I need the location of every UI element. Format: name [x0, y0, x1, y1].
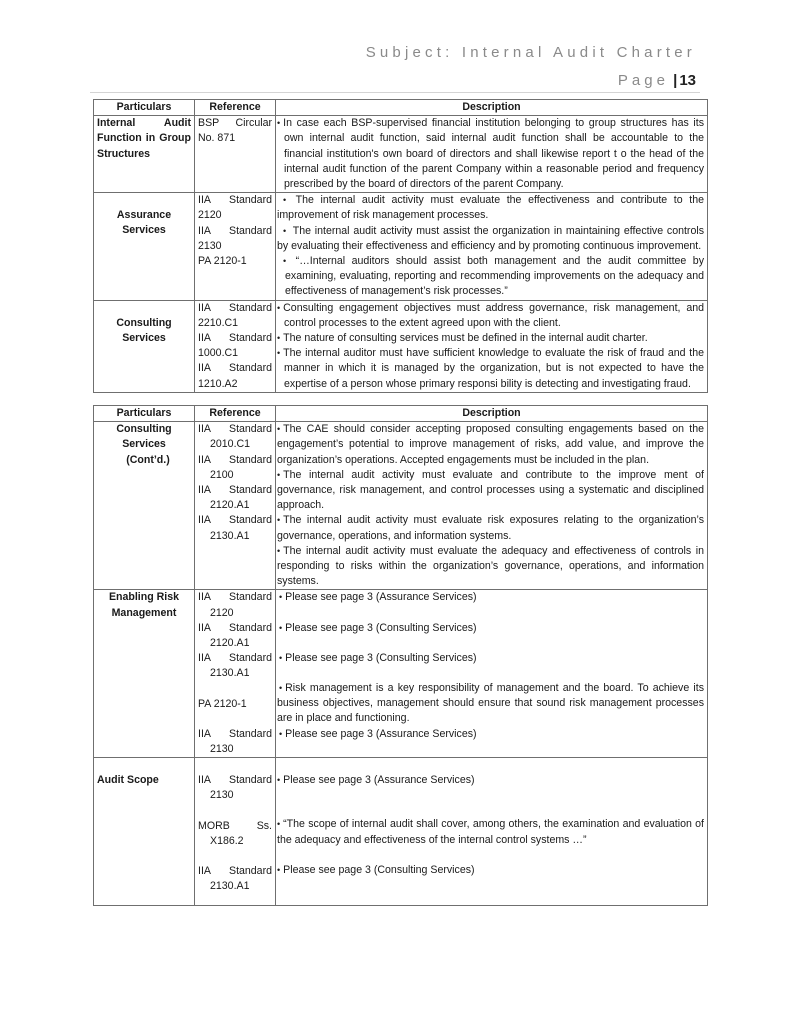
column-header-description: Description — [276, 100, 708, 116]
spacer — [198, 849, 272, 864]
description-bullet: • Consulting engagement objectives must address governance, risk management, and control processes to the extent agreed upon with the client. — [277, 301, 704, 329]
reference-line: 2130.A1 — [210, 529, 250, 542]
reference-line: IIA Standard — [198, 514, 272, 527]
reference-line: 2120.A1 — [210, 499, 250, 512]
bullet-icon: • — [277, 515, 281, 526]
bullet-icon: • — [277, 348, 281, 359]
reference-line: X186.2 — [210, 834, 244, 847]
bullet-icon: • — [279, 652, 283, 663]
charter-table-1 — [93, 99, 708, 393]
bullet-icon: • — [279, 592, 283, 603]
reference-cell — [195, 300, 276, 392]
description-bullet: • The internal audit activity must evaluate the adequacy and effectiveness of controls in responding to risks within the organization’s governance, operations, and information systems. — [277, 544, 704, 588]
table-row — [94, 193, 708, 300]
particulars-line: Enabling Risk — [108, 591, 180, 604]
description-bullet: • The internal audit activity must evaluate risk exposures relating to the organization’s governance, operations, and information systems. — [277, 514, 704, 542]
particulars-cell — [94, 758, 195, 906]
header-divider — [90, 92, 700, 93]
bullet-icon: • — [279, 683, 283, 694]
page-indicator — [90, 72, 696, 90]
description-bullet: • Please see page 3 (Consulting Services) — [279, 651, 477, 664]
reference-cell — [195, 422, 276, 590]
table-row — [94, 300, 708, 392]
column-header-description: Description — [276, 406, 708, 422]
spacer — [277, 848, 704, 863]
reference-line: 1210.A2 — [198, 377, 238, 390]
spacer — [198, 804, 272, 819]
description-bullet: • Risk management is a key responsibility of management and the board. To achieve its business objectives, management should ensure that sound risk management processes are in place and functioning. — [277, 682, 704, 725]
reference-line: BSP Circular — [198, 117, 272, 130]
particulars-cell — [94, 422, 195, 590]
spacer — [198, 712, 272, 727]
reference-line: IIA Standard — [198, 865, 272, 878]
reference-cell — [195, 590, 276, 758]
description-cell — [276, 193, 708, 300]
description-bullet: • The internal auditor must have sufficient knowledge to evaluate the risk of fraud and the manner in which it is managed by the organization, but is not expected to have the expertise of a person whose primary responsi bility is detecting and investigating fraud. — [277, 347, 704, 390]
description-bullet: • Please see page 3 (Consulting Services) — [279, 621, 477, 634]
reference-line: MORB Ss. — [198, 819, 272, 832]
document-subject: Subject: Internal Audit Charter — [365, 44, 696, 61]
bullet-icon: • — [283, 225, 287, 236]
bullet-icon: • — [277, 775, 281, 786]
reference-line: 2210.C1 — [198, 316, 239, 329]
bullet-icon: • — [279, 622, 283, 633]
particulars-label: Audit Scope — [97, 774, 159, 787]
reference-line: 2130 — [198, 239, 222, 252]
table-header-row — [94, 406, 708, 422]
spacer — [277, 606, 704, 621]
particulars-cell — [94, 590, 195, 758]
reference-line: IIA Standard — [198, 224, 272, 237]
page-label: Page — [617, 72, 669, 89]
description-bullet: • Please see page 3 (Assurance Services) — [279, 591, 477, 604]
reference-line: No. 871 — [198, 132, 236, 145]
particulars-line: (Cont’d.) — [126, 453, 170, 466]
column-header-reference: Reference — [195, 100, 276, 116]
reference-line: IIA Standard — [198, 301, 272, 314]
reference-line: 2010.C1 — [210, 438, 251, 451]
description-bullet: • Please see page 3 (Assurance Services) — [277, 774, 475, 787]
reference-line: 2120 — [198, 209, 222, 222]
reference-line: IIA Standard — [198, 362, 272, 375]
bullet-icon: • — [277, 864, 281, 875]
reference-line: IIA Standard — [198, 591, 272, 604]
page-header — [90, 44, 696, 90]
reference-line: IIA Standard — [198, 332, 272, 345]
description-cell — [276, 300, 708, 392]
spacer — [277, 666, 704, 681]
description-bullet: • The internal audit activity must evaluate the effectiveness and contribute to the improvement of risk management processes. — [277, 194, 704, 222]
reference-line: IIA Standard — [198, 727, 272, 740]
description-cell — [276, 116, 708, 193]
spacer — [277, 788, 704, 803]
particulars-label: Assurance Services — [116, 209, 172, 237]
description-cell — [276, 422, 708, 590]
bullet-icon: • — [277, 302, 281, 313]
reference-line: IIA Standard — [198, 423, 272, 436]
reference-line: IIA Standard — [198, 652, 272, 665]
particulars-line: Management — [111, 606, 177, 619]
reference-line: 2120.A1 — [210, 637, 250, 650]
page-number: 13 — [679, 72, 696, 89]
particulars-line: Consulting — [116, 423, 172, 436]
bullet-icon: • — [277, 333, 281, 344]
description-bullet: • Please see page 3 (Consulting Services) — [277, 863, 475, 876]
reference-line: 2100 — [210, 468, 234, 481]
description-bullet: • The CAE should consider accepting proposed consulting engagements based on the engagement’s potential to improve management of risks, add value, and improve the organization’s operations. Accepted engagements must be included in the plan. — [277, 423, 704, 466]
column-header-reference: Reference — [195, 406, 276, 422]
charter-table-2 — [93, 405, 708, 906]
description-bullet: • Please see page 3 (Assurance Services) — [279, 727, 477, 740]
reference-line: IIA Standard — [198, 774, 272, 787]
particulars-cell — [94, 300, 195, 392]
reference-line: PA 2120-1 — [198, 255, 247, 268]
column-header-particulars: Particulars — [94, 100, 195, 116]
bullet-icon: • — [277, 469, 281, 480]
particulars-label: Consulting Services — [116, 316, 172, 344]
reference-line: IIA Standard — [198, 194, 272, 207]
description-cell — [276, 590, 708, 758]
description-bullet: • In case each BSP-supervised financial institution belonging to group structures has its own internal audit function, said internal audit function shall be accountable to the financial institution's own board of directors and shall likewise report t o the head of the internal audit function of the parent Company within a reasonable period and frequency prescribed by the board of directors of the parent Company. — [277, 117, 704, 191]
reference-cell — [195, 116, 276, 193]
reference-cell — [195, 758, 276, 906]
table-row — [94, 422, 708, 590]
spacer — [198, 682, 272, 697]
reference-line: 1000.C1 — [198, 347, 239, 360]
reference-line: IIA Standard — [198, 621, 272, 634]
reference-line: PA 2120-1 — [198, 697, 247, 710]
reference-line: 2130 — [210, 789, 234, 802]
spacer — [277, 636, 704, 651]
reference-line: 2120 — [210, 606, 234, 619]
table-row — [94, 116, 708, 193]
reference-line: IIA Standard — [198, 484, 272, 497]
table-row — [94, 590, 708, 758]
bullet-icon: • — [277, 424, 281, 435]
spacer — [277, 803, 704, 817]
description-bullet: • The internal audit activity must evaluate and contribute to the improve ment of governance, risk management, and control processes using a systematic and disciplined approach. — [277, 468, 704, 512]
bullet-icon: • — [279, 728, 283, 739]
reference-line: 2130.A1 — [210, 667, 250, 680]
reference-cell — [195, 193, 276, 300]
reference-line: 2130.A1 — [210, 880, 250, 893]
bullet-icon: • — [283, 195, 287, 206]
description-bullet: • “…Internal auditors should assist both management and the audit committee by examining, evaluating, reporting and recommending improvements on the adequacy and effectiveness of management’s risk processes.” — [283, 255, 704, 298]
description-bullet: • “The scope of internal audit shall cover, among others, the examination and evaluation of the adequacy and effectiveness of the internal control systems …” — [277, 818, 704, 846]
particulars-line: Services — [122, 438, 166, 451]
bullet-icon: • — [277, 545, 281, 556]
bullet-icon: • — [277, 819, 281, 830]
page-separator: | — [673, 72, 678, 89]
particulars-cell — [94, 193, 195, 300]
table-header-row — [94, 100, 708, 116]
reference-line: 2130 — [210, 743, 234, 756]
reference-line: IIA Standard — [198, 453, 272, 466]
description-cell — [276, 758, 708, 906]
description-bullet: • The nature of consulting services must be defined in the internal audit charter. — [277, 332, 648, 345]
table-row — [94, 758, 708, 906]
description-bullet: • The internal audit activity must assist the organization in maintaining effective controls by evaluating their effectiveness and efficiency and by promoting continuous improvement. — [277, 224, 704, 252]
column-header-particulars: Particulars — [94, 406, 195, 422]
bullet-icon: • — [277, 118, 281, 129]
bullet-icon: • — [283, 256, 287, 267]
particulars-cell: Internal Audit Function in Group Structures — [94, 116, 195, 193]
